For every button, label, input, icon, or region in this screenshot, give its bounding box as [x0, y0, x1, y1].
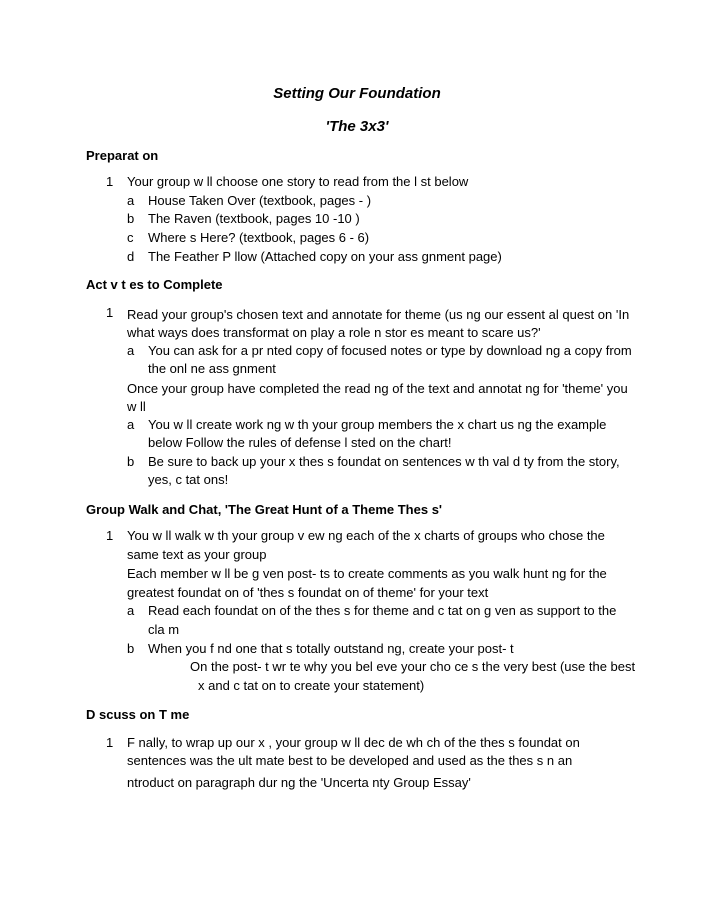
sub-item-text: You w ll create work ng w th your group members the x chart us ng the example: [148, 417, 607, 432]
list-number: 1: [106, 174, 114, 189]
sub-item-text: the onl ne ass gnment: [148, 361, 276, 376]
list-item-text: w ll: [127, 399, 146, 414]
list-item-text: Each member w ll be g ven post- ts to create comments as you walk hunt ng for the: [127, 566, 607, 581]
list-item-text: what ways does transformat on play a role n stor es meant to scare us?': [127, 325, 541, 340]
list-number: 1: [106, 305, 114, 320]
list-item-text: Your group w ll choose one story to read from the l st below: [127, 174, 469, 189]
sub-item-text: below Follow the rules of defense l sted on the chart!: [148, 435, 452, 450]
section-heading-discuss: D scuss on T me: [86, 707, 190, 722]
sub-item-text: House Taken Over (textbook, pages - ): [148, 193, 372, 208]
nested-item-text: x and c tat on to create your statement): [198, 678, 425, 693]
sub-item-text: When you f nd one that s totally outstand ng, create your post- t: [148, 641, 514, 656]
sub-item-letter: a: [127, 603, 135, 618]
sub-item-letter: b: [127, 211, 135, 226]
list-item-text: F nally, to wrap up our x , your group w ll dec de wh ch of the thes s foundat on: [127, 735, 580, 750]
list-item-text: greatest foundat on of 'thes s foundat on of theme' for your text: [127, 585, 489, 600]
sub-item-text: The Feather P llow (Attached copy on your ass gnment page): [148, 249, 502, 264]
sub-item-text: Read each foundat on of the thes s for theme and c tat on g ven as support to the: [148, 603, 617, 618]
list-item-text: ntroduct on paragraph dur ng the 'Uncerta nty Group Essay': [127, 775, 471, 790]
list-item-text: sentences was the ult mate best to be developed and used as the thes s n an: [127, 753, 573, 768]
section-heading-activities: Act v t es to Complete: [86, 277, 223, 292]
sub-item-letter: b: [127, 641, 135, 656]
nested-item-text: On the post- t wr te why you bel eve your cho ce s the very best (use the best: [190, 659, 636, 674]
list-item-text: Once your group have completed the read ng of the text and annotat ng for 'theme' you: [127, 381, 628, 396]
section-heading-walk: Group Walk and Chat, 'The Great Hunt of a Theme Thes s': [86, 502, 443, 517]
sub-item-letter: a: [127, 193, 135, 208]
section-heading-preparation: Preparat on: [86, 148, 159, 163]
sub-item-letter: c: [127, 230, 134, 245]
sub-item-text: Be sure to back up your x thes s foundat on sentences w th val d ty from the story,: [148, 454, 620, 469]
list-number: 1: [106, 735, 114, 750]
page-subtitle: 'The 3x3': [325, 118, 389, 135]
sub-item-text: You can ask for a pr nted copy of focused notes or type by download ng a copy from: [148, 343, 632, 358]
list-number: 1: [106, 528, 114, 543]
sub-item-letter: d: [127, 249, 135, 264]
list-item-text: Read your group's chosen text and annotate for theme (us ng our essent al quest on 'In: [127, 307, 630, 322]
list-item-text: same text as your group: [127, 547, 267, 562]
sub-item-text: The Raven (textbook, pages 10 -10 ): [148, 211, 360, 226]
sub-item-text: yes, c tat ons!: [148, 472, 229, 487]
page-title: Setting Our Foundation: [273, 85, 441, 102]
sub-item-letter: a: [127, 417, 135, 432]
list-item-text: You w ll walk w th your group v ew ng each of the x charts of groups who chose the: [127, 528, 605, 543]
sub-item-letter: b: [127, 454, 135, 469]
sub-item-text: Where s Here? (textbook, pages 6 - 6): [148, 230, 370, 245]
sub-item-text: cla m: [148, 622, 180, 637]
sub-item-letter: a: [127, 343, 135, 358]
